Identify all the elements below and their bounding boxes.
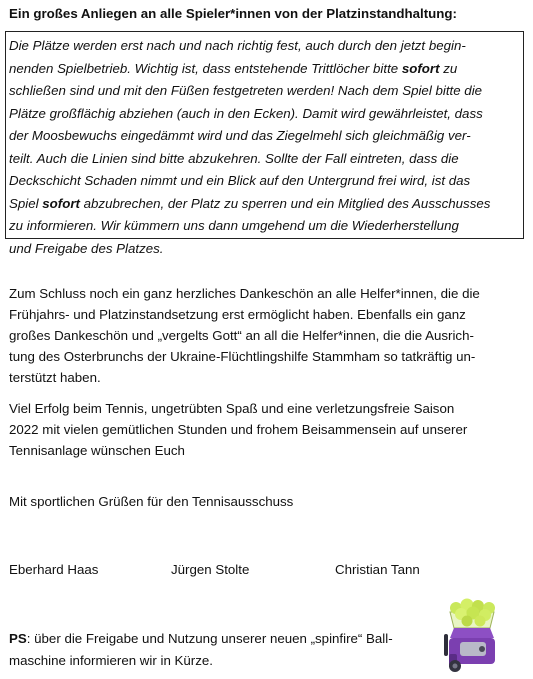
emphasis-sofort: sofort xyxy=(401,60,440,76)
postscript xyxy=(9,628,429,672)
paragraph-line: Frühjahrs- und Platzinstandsetzung erst ermöglicht haben. Ebenfalls ein ganz xyxy=(9,307,466,322)
notice-line: Plätze großflächig abziehen (auch in den Ecken). Damit wird gewährleistet, dass xyxy=(9,105,483,121)
ps-label: PS xyxy=(9,631,27,646)
paragraph-line: 2022 mit vielen gemütlichen Stunden und frohem Beisammensein auf unserer xyxy=(9,422,468,437)
signature-eberhard-haas: Eberhard Haas xyxy=(9,562,99,577)
paragraph-line: Zum Schluss noch ein ganz herzliches Dankeschön an alle Helfer*innen, die die xyxy=(9,286,480,301)
paragraph-line: tung des Osterbrunchs der Ukraine-Flüchtlingshilfe Stammham so tatkräftig un- xyxy=(9,349,476,364)
court-maintenance-notice xyxy=(5,31,524,256)
closing-line: Mit sportlichen Grüßen für den Tennisausschuss xyxy=(9,494,294,509)
ball-machine-icon xyxy=(440,594,504,674)
paragraph-line: terstützt haben. xyxy=(9,370,101,385)
postscript-line: maschine informieren wir in Kürze. xyxy=(9,653,213,668)
paragraph-line: großes Dankeschön und „vergelts Gott“ an all die Helfer*innen, die die Ausrich- xyxy=(9,328,474,343)
signature-juergen-stolte: Jürgen Stolte xyxy=(171,562,250,577)
notice-line: zu informieren. Wir kümmern uns dann umgehend um die Wiederherstellung xyxy=(9,218,459,233)
page-heading: Ein großes Anliegen an alle Spieler*innen von der Platzinstandhaltung: xyxy=(9,6,457,21)
postscript-line: PS: über die Freigabe und Nutzung unserer neuen „spinfire“ Ball- xyxy=(9,631,393,646)
notice-line: schließen sind und mit den Füßen festgetreten werden! Nach dem Spiel bitte die xyxy=(9,83,483,98)
wishes-paragraph xyxy=(9,398,524,461)
notice-line: Die Plätze werden erst nach und nach richtig fest, auch durch den jetzt begin- xyxy=(9,38,466,53)
thanks-paragraph xyxy=(9,283,524,388)
notice-line: und Freigabe des Platzes. xyxy=(9,240,164,256)
notice-line: Deckschicht Schaden nimmt und ein Blick auf den Untergrund frei wird, ist das xyxy=(9,173,471,188)
paragraph-line: Viel Erfolg beim Tennis, ungetrübten Spaß und eine verletzungsfreie Saison xyxy=(9,401,455,416)
notice-line: nenden Spielbetrieb. Wichtig ist, dass entstehende Trittlöcher bitte sofort zu xyxy=(9,60,458,76)
paragraph-line: Tennisanlage wünschen Euch xyxy=(9,443,185,458)
emphasis-sofort: sofort xyxy=(42,195,80,211)
signature-christian-tann: Christian Tann xyxy=(335,562,420,577)
notice-line: der Moosbewuchs eingedämmt wird und das Ziegelmehl sich gleichmäßig ver- xyxy=(9,128,471,143)
notice-line: Spiel sofort abzubrechen, der Platz zu sperren und ein Mitglied des Ausschusses xyxy=(9,195,491,211)
notice-line: teilt. Auch die Linien sind bitte abzukehren. Sollte der Fall eintreten, dass die xyxy=(9,150,459,166)
